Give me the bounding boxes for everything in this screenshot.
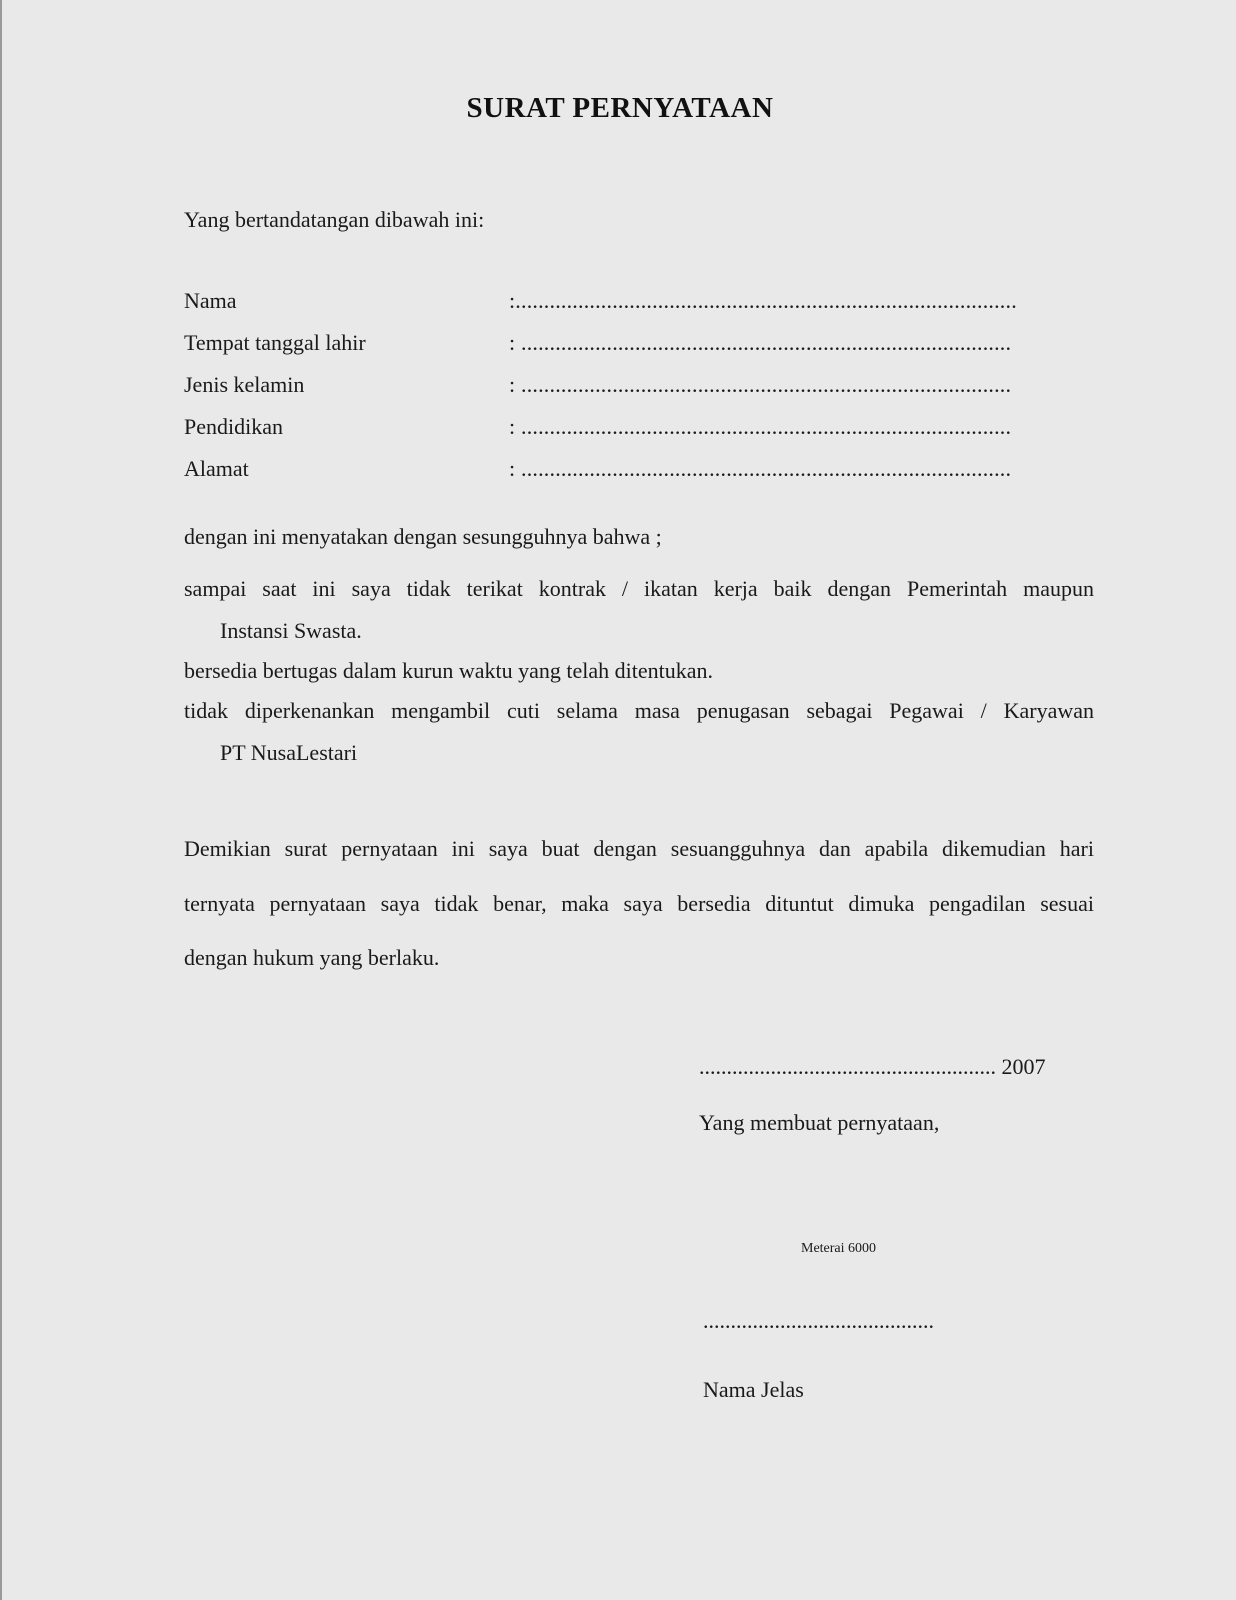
point-3-line-2: PT NusaLestari — [220, 740, 358, 765]
point-1-line-1: sampai saat ini saya tidak terikat kontrak / ikatan kerja baik dengan Pemerintah maupun — [184, 576, 1094, 601]
document-title: SURAT PERNYATAAN — [466, 92, 774, 124]
field-label-jenis-kelamin: Jenis kelamin — [184, 372, 305, 397]
point-2: bersedia bertugas dalam kurun waktu yang telah ditentukan. — [184, 658, 714, 683]
field-line-jenis-kelamin: : ...................................................................................... — [509, 372, 1012, 397]
signature-made-by: Yang membuat pernyataan, — [699, 1110, 940, 1135]
field-line-ttl: : ...................................................................................... — [509, 330, 1012, 355]
field-label-ttl: Tempat tanggal lahir — [184, 330, 366, 355]
field-label-nama: Nama — [184, 288, 237, 313]
signature-date-line: ...................................................... 2007 — [699, 1054, 1046, 1079]
closing-line-3: dengan hukum yang berlaku. — [184, 945, 440, 970]
signature-name-line: .......................................... — [703, 1308, 934, 1333]
field-line-alamat: : ...................................................................................... — [509, 456, 1012, 481]
closing-line-1: Demikian surat pernyataan ini saya buat dengan sesuangguhnya dan apabila dikemudian hari — [184, 836, 1094, 861]
closing-line-2: ternyata pernyataan saya tidak benar, maka saya bersedia dituntut dimuka pengadilan sesuai — [184, 891, 1094, 916]
field-line-nama: :........................................................................................ — [509, 288, 1017, 313]
signature-name-label: Nama Jelas — [703, 1377, 804, 1402]
field-label-pendidikan: Pendidikan — [184, 414, 283, 439]
statement-intro: dengan ini menyatakan dengan sesungguhnya bahwa ; — [184, 524, 662, 549]
point-3-line-1: tidak diperkenankan mengambil cuti selama masa penugasan sebagai Pegawai / Karyawan — [184, 698, 1094, 723]
field-label-alamat: Alamat — [184, 456, 249, 481]
intro-text: Yang bertandatangan dibawah ini: — [184, 207, 485, 232]
stamp-label: Meterai 6000 — [801, 1241, 877, 1256]
point-1-line-2: Instansi Swasta. — [220, 618, 362, 643]
field-line-pendidikan: : ...................................................................................... — [509, 414, 1012, 439]
